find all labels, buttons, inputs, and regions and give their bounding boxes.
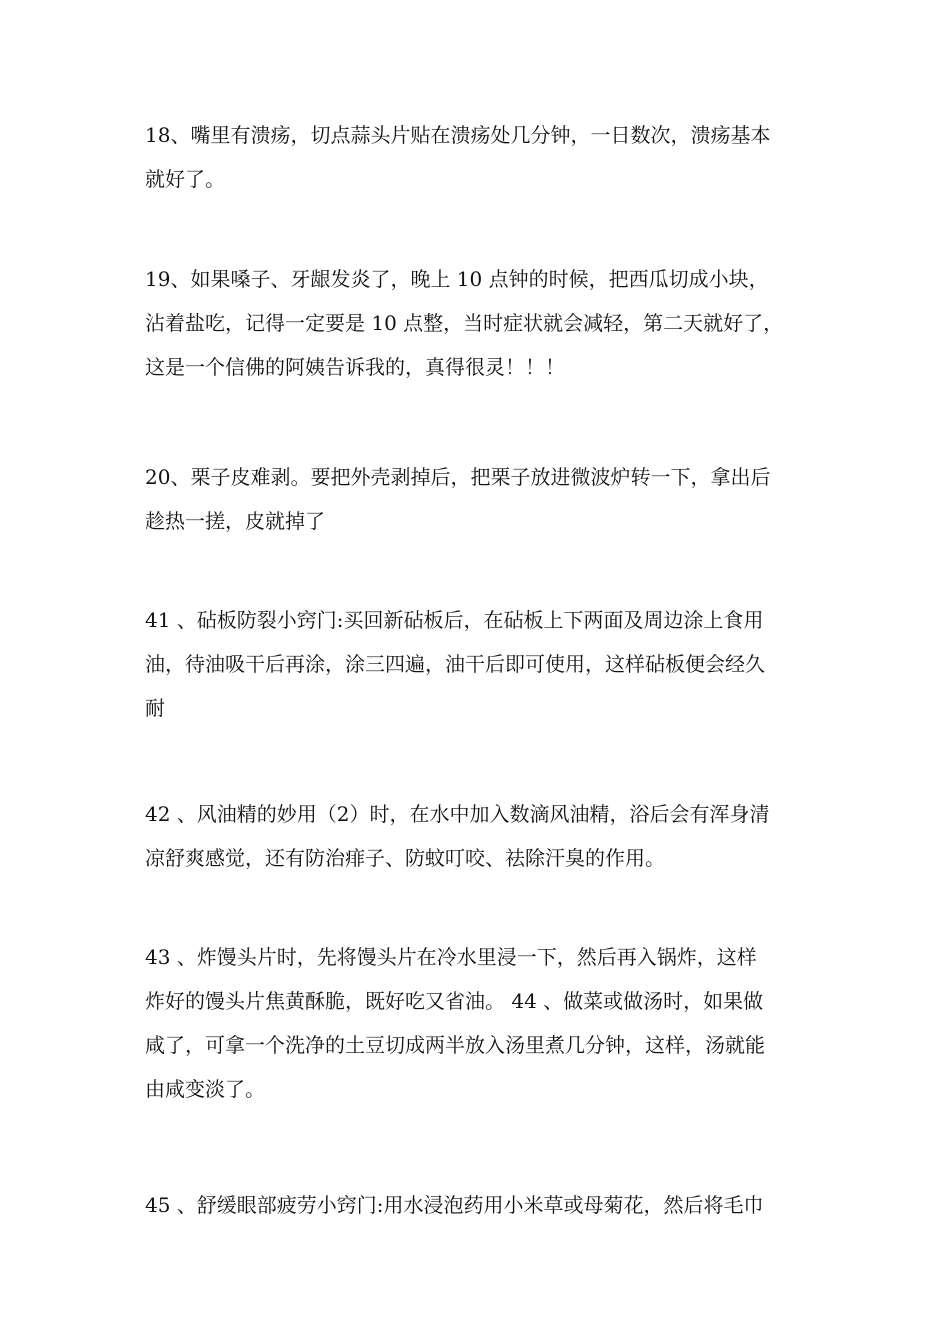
text-line: 油，待油吸干后再涂，涂三四遍，油干后即可使用，这样砧板便会经久	[145, 652, 765, 676]
paragraph-20-chestnut-peeling	[145, 455, 815, 543]
text-line: 炸好的馒头片焦黄酥脆，既好吃又省油。 44 、做菜或做汤时，如果做	[145, 989, 764, 1013]
text-line: 42 、风油精的妙用（2）时，在水中加入数滴风油精，浴后会有浑身清	[145, 802, 770, 826]
text-line: 18、嘴里有溃疡，切点蒜头片贴在溃疡处几分钟，一日数次，溃疡基本	[145, 123, 771, 147]
text-line: 耐	[145, 696, 165, 720]
text-line: 20、栗子皮难剥。要把外壳剥掉后，把栗子放进微波炉转一下，拿出后	[145, 465, 771, 489]
text-line: 沾着盐吃，记得一定要是 10 点整，当时症状就会减轻，第二天就好了，	[145, 311, 784, 335]
paragraph-42-essential-balm	[145, 792, 815, 880]
text-line: 这是一个信佛的阿姨告诉我的，真得很灵！！！	[145, 355, 565, 379]
text-line: 45 、舒缓眼部疲劳小窍门:用水浸泡药用小米草或母菊花，然后将毛巾	[145, 1193, 764, 1217]
text-line: 凉舒爽感觉，还有防治痱子、防蚊叮咬、祛除汗臭的作用。	[145, 846, 665, 870]
paragraph-43-44-steamed-bread-and-soup	[145, 935, 815, 1111]
paragraph-41-cutting-board	[145, 598, 815, 730]
text-line: 19、如果嗓子、牙龈发炎了，晚上 10 点钟的时候，把西瓜切成小块，	[145, 267, 769, 291]
paragraph-18-mouth-ulcer	[145, 113, 815, 201]
text-line: 41 、砧板防裂小窍门:买回新砧板后，在砧板上下两面及周边涂上食用	[145, 608, 764, 632]
paragraph-19-sore-throat	[145, 257, 815, 389]
text-line: 43 、炸馒头片时，先将馒头片在冷水里浸一下，然后再入锅炸，这样	[145, 945, 757, 969]
text-line: 就好了。	[145, 167, 225, 191]
text-line: 咸了，可拿一个洗净的土豆切成两半放入汤里煮几分钟，这样，汤就能	[145, 1033, 765, 1057]
text-line: 由咸变淡了。	[145, 1077, 265, 1101]
paragraph-45-eye-fatigue	[145, 1183, 815, 1227]
text-line: 趁热一搓，皮就掉了	[145, 509, 325, 533]
